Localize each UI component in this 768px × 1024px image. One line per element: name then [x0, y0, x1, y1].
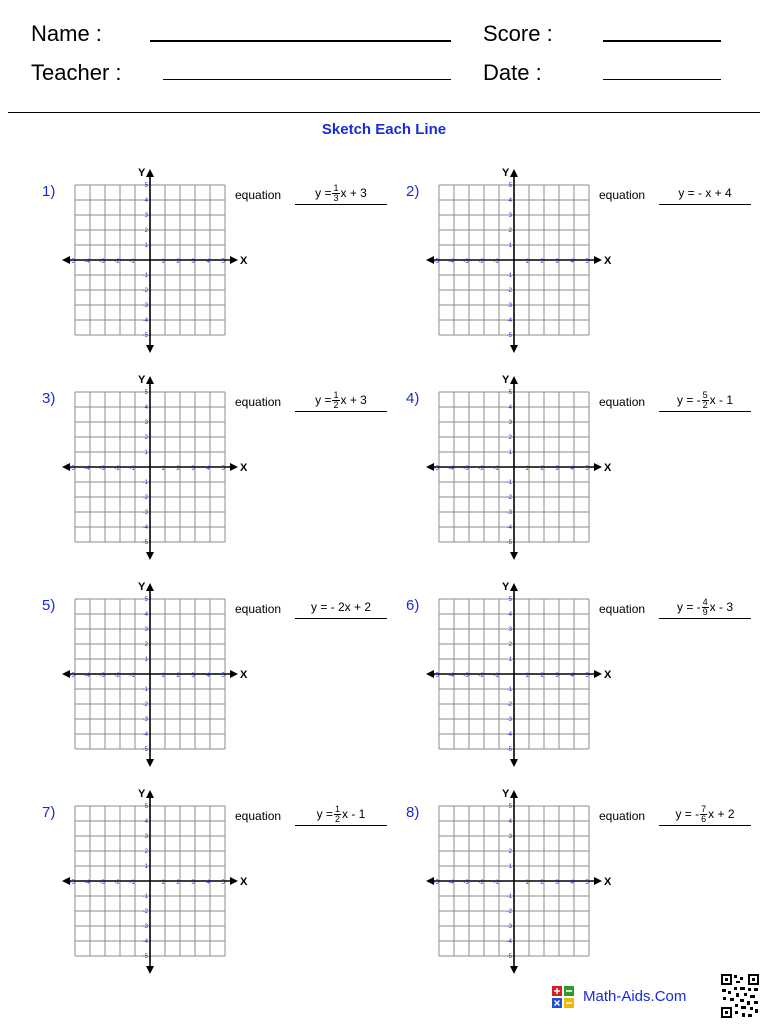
y-tick-label: -3 — [506, 510, 512, 516]
x-axis-label: X — [604, 462, 612, 474]
y-tick-label: -4 — [506, 318, 512, 324]
y-tick-label: -2 — [506, 495, 512, 501]
y-tick-label: 1 — [144, 657, 148, 663]
equation-answer-line[interactable] — [659, 204, 751, 205]
x-tick-label: -1 — [493, 259, 499, 265]
x-tick-label: -5 — [69, 466, 75, 472]
y-tick-label: 4 — [144, 405, 148, 411]
equation-suffix: x - 3 — [709, 600, 734, 614]
y-tick-label: -5 — [142, 954, 148, 960]
y-tick-label: -3 — [142, 510, 148, 516]
x-tick-label: 5 — [585, 259, 589, 265]
y-tick-label: -5 — [142, 747, 148, 753]
problem-5 — [8, 582, 378, 782]
x-axis-label: X — [604, 255, 612, 267]
x-tick-label: 4 — [570, 880, 574, 886]
equation-label: equation — [235, 188, 282, 202]
fraction-numerator: 1 — [334, 803, 340, 814]
y-tick-label: 4 — [508, 819, 512, 825]
y-tick-label: 2 — [144, 435, 148, 441]
equation-plain: y = - 2x + 2 — [310, 600, 372, 614]
x-tick-label: 1 — [161, 673, 165, 679]
equation-prefix: y = - — [676, 393, 701, 407]
x-tick-label: -2 — [478, 673, 484, 679]
fraction-numerator: 1 — [333, 389, 339, 400]
y-tick-label: -1 — [506, 894, 512, 900]
y-tick-label: 4 — [508, 405, 512, 411]
equation-label: equation — [599, 188, 646, 202]
x-tick-label: 2 — [540, 466, 544, 472]
name-label: Name : — [31, 21, 102, 46]
y-tick-label: -2 — [506, 288, 512, 294]
x-tick-label: 2 — [176, 259, 180, 265]
y-tick-label: -2 — [142, 909, 148, 915]
y-tick-label: -3 — [506, 303, 512, 309]
x-tick-label: 3 — [555, 466, 559, 472]
teacher-field[interactable] — [163, 79, 451, 80]
y-tick-label: -1 — [506, 480, 512, 486]
y-axis-label: Y — [502, 788, 510, 800]
y-tick-label: -5 — [142, 333, 148, 339]
equation-prefix: y = — [316, 807, 333, 821]
x-tick-label: 3 — [555, 673, 559, 679]
y-tick-label: 3 — [144, 834, 148, 840]
coordinate-grid[interactable] — [424, 160, 614, 360]
y-tick-label: 1 — [144, 450, 148, 456]
x-tick-label: -2 — [114, 673, 120, 679]
y-tick-label: 3 — [144, 420, 148, 426]
x-tick-label: 3 — [191, 673, 195, 679]
equation-label: equation — [599, 602, 646, 616]
equation-prefix: y = - — [676, 600, 701, 614]
problem-7 — [8, 789, 378, 989]
x-tick-label: 5 — [221, 673, 225, 679]
problem-number: 3) — [42, 390, 56, 407]
footer-brand[interactable]: Math-Aids.Com — [583, 988, 687, 1005]
x-tick-label: -1 — [493, 466, 499, 472]
y-tick-label: -2 — [506, 702, 512, 708]
y-tick-label: 3 — [144, 213, 148, 219]
problem-number: 4) — [406, 390, 420, 407]
equation-suffix: x + 3 — [340, 186, 367, 200]
y-axis-label: Y — [138, 167, 146, 179]
y-tick-label: 5 — [508, 183, 512, 189]
y-tick-label: -1 — [142, 687, 148, 693]
y-tick-label: 5 — [144, 183, 148, 189]
x-tick-label: 3 — [191, 259, 195, 265]
score-label: Score : — [483, 21, 553, 46]
x-tick-label: -2 — [114, 880, 120, 886]
problem-4 — [372, 375, 742, 575]
x-tick-label: -2 — [478, 880, 484, 886]
y-axis-label: Y — [138, 788, 146, 800]
y-tick-label: -3 — [142, 924, 148, 930]
x-tick-label: 1 — [161, 880, 165, 886]
x-axis-label: X — [240, 462, 248, 474]
score-field[interactable] — [603, 40, 721, 42]
x-tick-label: -5 — [433, 673, 439, 679]
x-tick-label: 5 — [585, 880, 589, 886]
x-tick-label: -3 — [463, 466, 469, 472]
y-tick-label: 4 — [144, 819, 148, 825]
y-tick-label: -5 — [506, 333, 512, 339]
coordinate-grid[interactable] — [60, 781, 250, 981]
x-tick-label: -5 — [433, 880, 439, 886]
y-tick-label: -2 — [142, 702, 148, 708]
x-tick-label: 4 — [570, 259, 574, 265]
x-tick-label: 5 — [585, 466, 589, 472]
coordinate-grid[interactable] — [60, 367, 250, 567]
y-tick-label: 1 — [508, 243, 512, 249]
problem-8 — [372, 789, 742, 989]
x-tick-label: 1 — [525, 259, 529, 265]
y-tick-label: 3 — [508, 627, 512, 633]
y-tick-label: -5 — [142, 540, 148, 546]
equation-text — [659, 596, 751, 618]
x-tick-label: -5 — [69, 673, 75, 679]
x-tick-label: 4 — [570, 466, 574, 472]
problem-3 — [8, 375, 378, 575]
y-tick-label: -2 — [506, 909, 512, 915]
coordinate-grid[interactable] — [424, 574, 614, 774]
y-tick-label: 2 — [144, 642, 148, 648]
y-tick-label: -3 — [506, 717, 512, 723]
x-tick-label: -3 — [463, 259, 469, 265]
y-tick-label: 1 — [144, 243, 148, 249]
x-tick-label: -4 — [84, 880, 90, 886]
date-label: Date : — [483, 60, 542, 85]
y-tick-label: -5 — [506, 747, 512, 753]
x-tick-label: -3 — [463, 673, 469, 679]
problem-2 — [372, 168, 742, 368]
equation-label: equation — [235, 809, 282, 823]
equation-answer-line[interactable] — [659, 825, 751, 826]
equation-suffix: x + 3 — [340, 393, 367, 407]
fraction-denominator: 2 — [333, 399, 339, 410]
y-tick-label: 5 — [144, 597, 148, 603]
fraction-numerator: 7 — [701, 803, 707, 814]
y-tick-label: 1 — [508, 450, 512, 456]
y-tick-label: 2 — [144, 849, 148, 855]
x-tick-label: 2 — [540, 259, 544, 265]
x-tick-label: 4 — [206, 673, 210, 679]
x-tick-label: -4 — [84, 259, 90, 265]
equation-label: equation — [235, 602, 282, 616]
x-tick-label: 3 — [191, 880, 195, 886]
x-tick-label: -4 — [84, 673, 90, 679]
math-aids-logo-icon — [552, 986, 574, 1008]
x-tick-label: -1 — [129, 466, 135, 472]
fraction-denominator: 9 — [702, 606, 708, 617]
y-tick-label: -4 — [506, 732, 512, 738]
y-tick-label: -1 — [506, 687, 512, 693]
y-tick-label: 5 — [144, 804, 148, 810]
x-tick-label: 1 — [525, 466, 529, 472]
fraction-denominator: 3 — [333, 192, 339, 203]
y-tick-label: -4 — [506, 525, 512, 531]
equation-suffix: x - 1 — [342, 807, 366, 821]
x-tick-label: -2 — [114, 259, 120, 265]
y-tick-label: -4 — [506, 939, 512, 945]
y-axis-label: Y — [502, 167, 510, 179]
y-tick-label: 5 — [508, 390, 512, 396]
coordinate-grid[interactable] — [60, 574, 250, 774]
equation-text — [659, 182, 751, 204]
y-tick-label: -4 — [142, 525, 148, 531]
x-axis-label: X — [240, 876, 248, 888]
y-axis-label: Y — [502, 374, 510, 386]
y-tick-label: 2 — [508, 849, 512, 855]
y-tick-label: 1 — [144, 864, 148, 870]
equation-prefix: y = - — [675, 807, 700, 821]
problem-1 — [8, 168, 378, 368]
equation-plain: y = - x + 4 — [678, 186, 732, 200]
x-tick-label: -2 — [114, 466, 120, 472]
fraction-denominator: 2 — [334, 813, 340, 824]
x-tick-label: -1 — [129, 673, 135, 679]
problem-number: 8) — [406, 804, 420, 821]
y-tick-label: 2 — [508, 435, 512, 441]
x-axis-label: X — [604, 876, 612, 888]
x-tick-label: 1 — [161, 466, 165, 472]
equation-label: equation — [235, 395, 282, 409]
equation-text — [659, 803, 751, 825]
x-tick-label: -4 — [448, 259, 454, 265]
x-tick-label: 5 — [585, 673, 589, 679]
qr-code-icon — [720, 973, 760, 1019]
x-tick-label: -1 — [493, 880, 499, 886]
y-tick-label: 1 — [508, 657, 512, 663]
y-tick-label: 3 — [508, 420, 512, 426]
equation-label: equation — [599, 395, 646, 409]
x-tick-label: -5 — [433, 259, 439, 265]
y-tick-label: 4 — [144, 612, 148, 618]
fraction-numerator: 5 — [702, 389, 708, 400]
fraction — [702, 598, 709, 617]
x-tick-label: -1 — [129, 880, 135, 886]
y-tick-label: -1 — [142, 480, 148, 486]
y-tick-label: 5 — [508, 597, 512, 603]
y-tick-label: -3 — [142, 717, 148, 723]
x-tick-label: -5 — [69, 880, 75, 886]
y-tick-label: -1 — [142, 273, 148, 279]
x-tick-label: 4 — [206, 259, 210, 265]
y-tick-label: 5 — [508, 804, 512, 810]
fraction — [332, 184, 339, 203]
y-tick-label: 4 — [508, 198, 512, 204]
x-tick-label: -4 — [448, 466, 454, 472]
problem-number: 5) — [42, 597, 56, 614]
x-tick-label: -1 — [493, 673, 499, 679]
x-tick-label: 5 — [221, 880, 225, 886]
y-axis-label: Y — [138, 581, 146, 593]
problem-6 — [372, 582, 742, 782]
fraction-numerator: 4 — [702, 596, 708, 607]
x-tick-label: 3 — [555, 259, 559, 265]
x-tick-label: 2 — [176, 466, 180, 472]
equation-answer-line[interactable] — [659, 411, 751, 412]
y-tick-label: -4 — [142, 732, 148, 738]
equation-answer-line[interactable] — [659, 618, 751, 619]
y-axis-label: Y — [502, 581, 510, 593]
name-field[interactable] — [150, 40, 451, 42]
fraction — [700, 805, 707, 824]
y-tick-label: -2 — [142, 288, 148, 294]
equation-suffix: x - 1 — [709, 393, 734, 407]
x-tick-label: 3 — [555, 880, 559, 886]
x-tick-label: -3 — [99, 880, 105, 886]
x-tick-label: -5 — [69, 259, 75, 265]
y-tick-label: -5 — [506, 954, 512, 960]
x-tick-label: 1 — [161, 259, 165, 265]
x-tick-label: 2 — [540, 673, 544, 679]
y-tick-label: -2 — [142, 495, 148, 501]
problem-number: 7) — [42, 804, 56, 821]
x-tick-label: 1 — [525, 673, 529, 679]
fraction-denominator: 2 — [702, 399, 708, 410]
equation-prefix: y = — [315, 186, 332, 200]
y-tick-label: 3 — [508, 213, 512, 219]
equation-suffix: x + 2 — [708, 807, 735, 821]
fraction — [334, 805, 341, 824]
y-tick-label: -4 — [142, 939, 148, 945]
equation-prefix: y = — [315, 393, 332, 407]
y-tick-label: 2 — [144, 228, 148, 234]
coordinate-grid[interactable] — [60, 160, 250, 360]
x-tick-label: -3 — [99, 259, 105, 265]
date-field[interactable] — [603, 79, 721, 80]
coordinate-grid[interactable] — [424, 367, 614, 567]
y-tick-label: 4 — [144, 198, 148, 204]
x-tick-label: -2 — [478, 259, 484, 265]
x-tick-label: -3 — [99, 466, 105, 472]
equation-label: equation — [599, 809, 646, 823]
fraction-numerator: 1 — [333, 182, 339, 193]
equation-text — [659, 389, 751, 411]
y-axis-label: Y — [138, 374, 146, 386]
y-tick-label: 4 — [508, 612, 512, 618]
x-tick-label: -3 — [99, 673, 105, 679]
y-tick-label: 1 — [508, 864, 512, 870]
x-tick-label: 5 — [221, 259, 225, 265]
x-axis-label: X — [604, 669, 612, 681]
y-tick-label: -3 — [506, 924, 512, 930]
x-tick-label: -4 — [448, 673, 454, 679]
coordinate-grid[interactable] — [424, 781, 614, 981]
y-tick-label: 2 — [508, 228, 512, 234]
x-axis-label: X — [240, 255, 248, 267]
problem-number: 2) — [406, 183, 420, 200]
x-tick-label: 4 — [570, 673, 574, 679]
problem-number: 1) — [42, 183, 56, 200]
y-tick-label: -1 — [142, 894, 148, 900]
y-tick-label: 5 — [144, 390, 148, 396]
x-tick-label: 5 — [221, 466, 225, 472]
y-tick-label: 3 — [508, 834, 512, 840]
x-tick-label: 2 — [540, 880, 544, 886]
fraction — [702, 391, 709, 410]
x-tick-label: -3 — [463, 880, 469, 886]
x-tick-label: 2 — [176, 673, 180, 679]
y-tick-label: -5 — [506, 540, 512, 546]
header-divider — [8, 112, 760, 113]
y-tick-label: -4 — [142, 318, 148, 324]
y-tick-label: -3 — [142, 303, 148, 309]
x-tick-label: 1 — [525, 880, 529, 886]
teacher-label: Teacher : — [31, 60, 122, 85]
x-tick-label: -1 — [129, 259, 135, 265]
x-tick-label: -5 — [433, 466, 439, 472]
y-tick-label: 3 — [144, 627, 148, 633]
fraction-denominator: 6 — [701, 813, 707, 824]
x-tick-label: 4 — [206, 466, 210, 472]
problem-number: 6) — [406, 597, 420, 614]
x-tick-label: -2 — [478, 466, 484, 472]
x-tick-label: 4 — [206, 880, 210, 886]
x-tick-label: 2 — [176, 880, 180, 886]
x-axis-label: X — [240, 669, 248, 681]
page-title: Sketch Each Line — [321, 121, 447, 138]
y-tick-label: -1 — [506, 273, 512, 279]
y-tick-label: 2 — [508, 642, 512, 648]
x-tick-label: 3 — [191, 466, 195, 472]
x-tick-label: -4 — [84, 466, 90, 472]
fraction — [332, 391, 339, 410]
x-tick-label: -4 — [448, 880, 454, 886]
